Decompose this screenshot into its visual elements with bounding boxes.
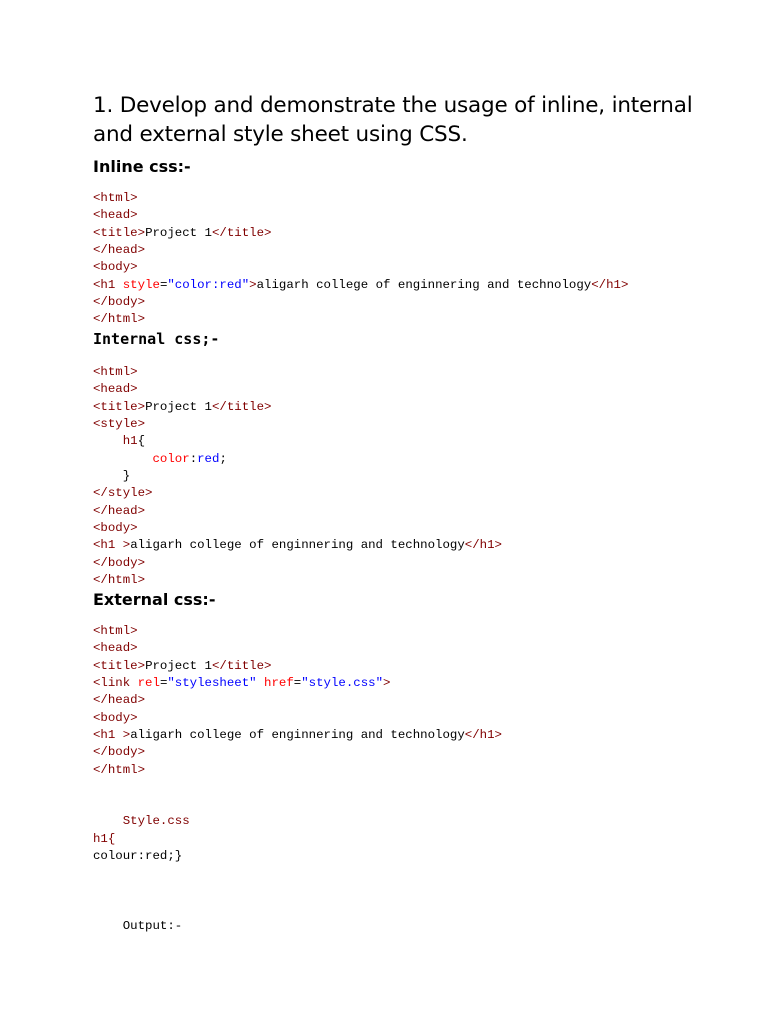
- code-line: [93, 225, 628, 242]
- code-token-tag: </style>: [93, 486, 153, 501]
- code-token-tag: <html>: [93, 624, 138, 638]
- code-line: [93, 520, 502, 537]
- code-line: [93, 503, 502, 520]
- code-token-text: [93, 452, 153, 466]
- code-token-text: =: [159, 277, 168, 292]
- code-token-text: ;: [219, 451, 227, 466]
- code-line: [93, 381, 502, 398]
- code-token-tag: </body>: [93, 295, 146, 310]
- code-token-tag: </body>: [93, 745, 146, 760]
- code-token-text: }: [93, 469, 131, 484]
- code-line: [93, 555, 502, 572]
- code-line: [93, 692, 502, 709]
- code-token-tag: <body>: [93, 521, 138, 536]
- output-label: [93, 901, 182, 953]
- code-line: [93, 485, 502, 502]
- code-token-tag: <head>: [93, 208, 138, 223]
- code-line: [93, 572, 502, 589]
- code-line: [93, 311, 628, 328]
- code-line: [93, 259, 628, 276]
- code-token-text: [93, 434, 123, 448]
- code-token-tag: </title>: [211, 399, 272, 414]
- code-token-tag: </h1>: [464, 728, 502, 743]
- code-line: [93, 727, 502, 744]
- code-token-tag: <title>: [93, 658, 146, 673]
- code-token-tag: </h1>: [591, 277, 629, 292]
- code-line: [93, 710, 502, 727]
- code-line: [93, 207, 628, 224]
- code-line: [93, 190, 628, 207]
- code-token-tag: >: [249, 277, 257, 292]
- code-token-tag: <body>: [93, 260, 138, 275]
- code-token-tag: <style>: [93, 417, 146, 432]
- code-token-tag: <html>: [93, 191, 138, 205]
- code-token-text: [257, 676, 264, 690]
- code-token-tag: <head>: [93, 641, 138, 656]
- code-token-text: Project 1: [145, 658, 212, 673]
- code-token-tag: >: [383, 676, 391, 691]
- code-line: [93, 744, 502, 761]
- code-token-text: =: [159, 676, 168, 691]
- code-token-text: aligarh college of enginnering and technology: [256, 277, 592, 292]
- output-label-text: Output:-: [122, 919, 183, 934]
- code-token-tag: <html>: [93, 365, 138, 379]
- code-line: [93, 537, 502, 554]
- code-token-text: colour:red;}: [93, 849, 183, 864]
- code-token-attr: style: [122, 277, 160, 292]
- code-token-tag: </title>: [211, 658, 272, 673]
- code-token-tag: <title>: [93, 399, 146, 414]
- code-line: [93, 468, 502, 485]
- code-token-tag: </head>: [93, 503, 146, 518]
- code-line: [93, 831, 182, 848]
- code-line: [93, 364, 502, 381]
- section-heading-internal: Internal css;-: [93, 330, 220, 348]
- code-token-tag: h1: [122, 434, 138, 449]
- code-line: [93, 242, 628, 259]
- code-token-attr: href: [264, 676, 294, 691]
- code-line: [93, 762, 502, 779]
- code-token-val: red: [197, 451, 220, 466]
- code-token-val: "style.css": [301, 676, 384, 691]
- style-css-filename-text: Style.css: [122, 814, 190, 829]
- code-token-tag: <h1 >: [93, 728, 131, 743]
- code-token-tag: <head>: [93, 382, 138, 397]
- code-token-tag: <title>: [93, 225, 146, 240]
- code-token-tag: </body>: [93, 555, 146, 570]
- code-token-tag: <h1 >: [93, 538, 131, 553]
- code-token-tag: </title>: [211, 225, 272, 240]
- code-line: [93, 433, 502, 450]
- code-token-tag: </head>: [93, 693, 146, 708]
- section-heading-external: External css:-: [93, 590, 216, 609]
- page-title: 1. Develop and demonstrate the usage of inline, internal and external style sheet using CSS.: [93, 93, 693, 147]
- code-token-tag: </html>: [93, 573, 146, 588]
- code-line: [93, 416, 502, 433]
- code-token-val: "color:red": [167, 277, 250, 292]
- code-token-tag: </html>: [93, 762, 146, 777]
- code-token-val: "stylesheet": [167, 676, 257, 691]
- code-token-tag: </html>: [93, 312, 146, 327]
- code-block-internal: [93, 364, 502, 589]
- code-token-tag: h1{: [93, 832, 116, 846]
- code-token-attr: color: [152, 451, 190, 466]
- code-block-inline: [93, 190, 628, 329]
- code-block-style-css: [93, 831, 182, 866]
- code-line: [93, 399, 502, 416]
- code-token-tag: <link: [93, 676, 138, 691]
- section-heading-inline: Inline css:-: [93, 157, 191, 176]
- code-token-text: Project 1: [145, 399, 212, 414]
- code-token-tag: </head>: [93, 243, 146, 258]
- code-line: [93, 451, 502, 468]
- code-line: [93, 640, 502, 657]
- code-token-tag: </h1>: [464, 538, 502, 553]
- code-token-text: =: [293, 676, 302, 691]
- code-token-tag: <body>: [93, 710, 138, 725]
- code-token-text: aligarh college of enginnering and technology: [130, 728, 465, 743]
- code-token-text: Project 1: [145, 225, 212, 240]
- code-line: [93, 658, 502, 675]
- code-token-text: :: [189, 451, 198, 466]
- code-token-text: {: [137, 434, 146, 449]
- code-block-external: [93, 623, 502, 779]
- code-token-tag: <h1: [93, 277, 123, 292]
- code-line: [93, 675, 502, 692]
- code-line: [93, 623, 502, 640]
- code-line: [93, 277, 628, 294]
- code-token-text: aligarh college of enginnering and technology: [130, 538, 465, 553]
- code-token-attr: rel: [137, 676, 160, 691]
- code-line: [93, 294, 628, 311]
- code-line: [93, 848, 182, 865]
